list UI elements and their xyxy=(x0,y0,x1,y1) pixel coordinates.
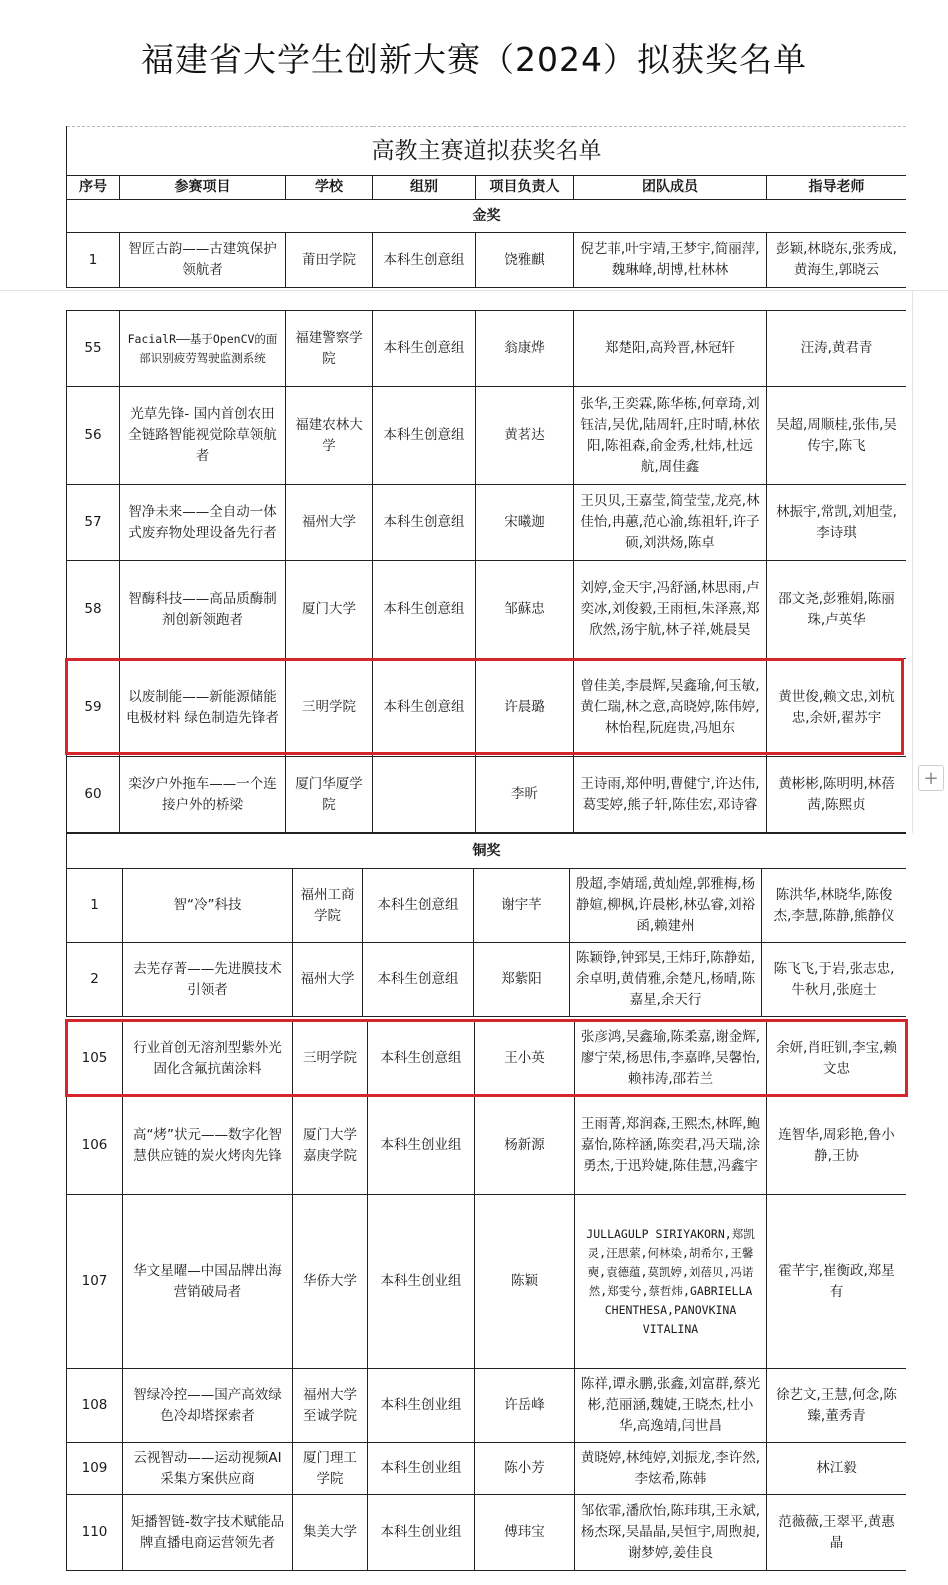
cell-school: 厦门大学 xyxy=(286,561,373,659)
cell-no: 106 xyxy=(67,1097,123,1195)
cell-group: 本科生创意组 xyxy=(363,869,474,943)
cell-project: 高“烤”状元——数字化智慧供应链的炭火烤肉先锋 xyxy=(123,1097,293,1195)
cell-school: 福建农林大学 xyxy=(286,387,373,485)
cell-advisors: 陈飞飞,于岩,张志忠,牛秋月,张庭士 xyxy=(762,943,907,1017)
cell-group: 本科生创意组 xyxy=(373,485,476,561)
cell-members: 陈祥,谭永鹏,张鑫,刘富群,蔡光彬,范丽涵,魏婕,王晓杰,杜小华,高逸靖,闫世昌 xyxy=(575,1369,767,1443)
cell-leader: 傅玮宝 xyxy=(475,1495,575,1571)
cell-advisors: 汪涛,黄君青 xyxy=(767,311,907,387)
cell-project: 云视智动——运动视频AI采集方案供应商 xyxy=(123,1443,293,1495)
table-row xyxy=(67,485,907,561)
cell-no: 2 xyxy=(67,943,123,1017)
cell-school: 集美大学 xyxy=(293,1495,368,1571)
table-row xyxy=(67,1369,907,1443)
table-panel-bronze-rows xyxy=(66,1020,906,1585)
cell-no: 110 xyxy=(67,1495,123,1571)
cell-no: 105 xyxy=(67,1021,123,1097)
cell-members: 张华,王奕霖,陈华栋,何章琦,刘钰洁,吴优,陆周轩,庄时晴,林依阳,陈祖森,俞金秀,杜炜,杜远航,周佳鑫 xyxy=(574,387,767,485)
cell-project: 华文星曜—中国品牌出海营销破局者 xyxy=(123,1195,293,1369)
section-bronze: 铜奖 xyxy=(67,834,907,869)
table-row xyxy=(67,1021,907,1097)
cell-advisors: 邵文尧,彭雅娟,陈丽珠,卢英华 xyxy=(767,561,907,659)
cell-project: FacialR——基于OpenCV的面部识别疲劳驾驶监测系统 xyxy=(120,311,286,387)
table-row xyxy=(67,1443,907,1495)
cell-project: 智绿冷控——国产高效绿色冷却塔探索者 xyxy=(123,1369,293,1443)
cell-leader: 邹蘇忠 xyxy=(476,561,574,659)
cell-no: 58 xyxy=(67,561,120,659)
cell-no: 57 xyxy=(67,485,120,561)
cell-members: 殷超,李婧瑶,黄灿煌,郭雅梅,杨静媗,柳枫,许晨彬,林弘睿,刘裕函,赖建州 xyxy=(570,869,762,943)
cell-no: 56 xyxy=(67,387,120,485)
cell-members: 王诗雨,郑仲明,曹健宁,许达伟,葛雯婷,熊子轩,陈佳宏,邓诗睿 xyxy=(574,757,767,833)
cell-school: 福州大学至诚学院 xyxy=(293,1369,368,1443)
cell-project: 光草先锋- 国内首创农田全链路智能视觉除草领航者 xyxy=(120,387,286,485)
cell-advisors: 黄世俊,赖文忠,刘杭忠,余妍,翟苏宇 xyxy=(767,659,907,757)
cell-project: 行业首创无溶剂型紫外光固化含氟抗菌涂料 xyxy=(123,1021,293,1097)
cell-group xyxy=(373,757,476,833)
cell-advisors: 范薇薇,王翠平,黄惠晶 xyxy=(767,1495,907,1571)
cell-members: 王雨菁,郑润森,王熙杰,林晖,鲍嘉怡,陈梓涵,陈奕君,冯天瑞,涂勇杰,于迅羚婕,陈佳慧,冯鑫宇 xyxy=(575,1097,767,1195)
cell-members: 郑楚阳,高羚晋,林冠轩 xyxy=(574,311,767,387)
award-table xyxy=(66,310,906,833)
cell-project: 智酶科技——高品质酶制剂创新领跑者 xyxy=(120,561,286,659)
cell-members: JULLAGULP SIRIYAKORN,郑凯灵,汪思萦,何林染,胡希尔,王馨奭,袁德蕴,莫凯婷,刘蓓贝,冯诺然,郑雯兮,蔡哲炜,GABRIELLA CHENTHESA,PANOVKINA VITALINA xyxy=(575,1195,767,1369)
cell-project: 去芜存菁——先进膜技术引领者 xyxy=(123,943,293,1017)
cell-school: 三明学院 xyxy=(293,1021,368,1097)
table-row xyxy=(67,561,907,659)
cell-school: 厦门华厦学院 xyxy=(286,757,373,833)
cell-no: 1 xyxy=(67,233,120,288)
cell-leader: 饶雅麒 xyxy=(476,233,574,288)
cell-school: 三明学院 xyxy=(286,659,373,757)
cell-advisors: 吴超,周顺桂,张伟,吴传宇,陈飞 xyxy=(767,387,907,485)
cell-members: 曾佳美,李晨辉,吴鑫瑜,何玉敏,黄仁瑞,林之意,高晓婷,陈伟婷,林怡程,阮庭贵,冯旭东 xyxy=(574,659,767,757)
table-panel-bronze-top xyxy=(66,833,906,1020)
cell-no: 59 xyxy=(67,659,120,757)
cell-advisors: 彭颖,林晓东,张秀成,黄海生,郭晓云 xyxy=(767,233,907,288)
cell-school: 厦门大学嘉庚学院 xyxy=(293,1097,368,1195)
header-leader: 项目负责人 xyxy=(476,176,574,200)
cell-members: 张彦鸿,吴鑫瑜,陈柔嘉,谢金辉,廖宁荣,杨思伟,李嘉晔,吴馨怡,赖祎涛,邵若兰 xyxy=(575,1021,767,1097)
cell-group: 本科生创业组 xyxy=(368,1097,475,1195)
cell-leader: 谢宇芊 xyxy=(474,869,570,943)
cell-school: 华侨大学 xyxy=(293,1195,368,1369)
cell-advisors: 连智华,周彩艳,鲁小静,王协 xyxy=(767,1097,907,1195)
cell-group: 本科生创意组 xyxy=(368,1021,475,1097)
cell-school: 莆田学院 xyxy=(286,233,373,288)
cell-leader: 杨新源 xyxy=(475,1097,575,1195)
header-members: 团队成员 xyxy=(574,176,767,200)
plus-icon[interactable]: + xyxy=(918,765,944,791)
cell-project: 智“冷”科技 xyxy=(123,869,293,943)
cell-leader: 郑紫阳 xyxy=(474,943,570,1017)
cell-no: 1 xyxy=(67,869,123,943)
cell-group: 本科生创意组 xyxy=(373,311,476,387)
table-row xyxy=(67,1195,907,1369)
table-row xyxy=(67,943,907,1017)
cell-leader: 许岳峰 xyxy=(475,1369,575,1443)
cell-leader: 许晨璐 xyxy=(476,659,574,757)
cell-group: 本科生创意组 xyxy=(373,659,476,757)
screenshot-seam xyxy=(0,290,948,291)
table-row xyxy=(67,1097,907,1195)
page-edge-line xyxy=(912,290,913,833)
table-row xyxy=(67,1495,907,1571)
cell-no: 60 xyxy=(67,757,120,833)
cell-advisors: 徐艺文,王慧,何念,陈臻,董秀青 xyxy=(767,1369,907,1443)
cell-members: 刘婷,金天宇,冯舒涵,林思雨,卢奕冰,刘俊毅,王雨桓,朱泽熹,郑欣然,汤宇航,林子祥,姚晨昊 xyxy=(574,561,767,659)
cell-members: 邹依霏,潘欣怡,陈玮琪,王永斌,杨杰琛,吴晶晶,吴恒宇,周煦昶,谢梦婷,姜佳良 xyxy=(575,1495,767,1571)
cell-school: 福建警察学院 xyxy=(286,311,373,387)
cell-project: 以废制能——新能源储能电极材料 绿色制造先锋者 xyxy=(120,659,286,757)
cell-leader: 李昕 xyxy=(476,757,574,833)
cell-project: 栾汐户外拖车——一个连接户外的桥梁 xyxy=(120,757,286,833)
cell-school: 福州大学 xyxy=(286,485,373,561)
cell-group: 本科生创业组 xyxy=(368,1495,475,1571)
cell-group: 本科生创业组 xyxy=(368,1443,475,1495)
cell-group: 本科生创意组 xyxy=(373,233,476,288)
cell-leader: 宋曦迦 xyxy=(476,485,574,561)
cell-school: 福州工商学院 xyxy=(293,869,363,943)
cell-school: 福州大学 xyxy=(293,943,363,1017)
table-panel-gold-top xyxy=(66,126,906,288)
cell-members: 王贝贝,王嘉莹,简莹莹,龙亮,林佳怡,冉蕙,范心渝,练祖轩,许子硕,刘洪炀,陈卓 xyxy=(574,485,767,561)
cell-advisors: 林振宇,常凯,刘旭莹,李诗琪 xyxy=(767,485,907,561)
cell-advisors: 霍芊宇,崔衡政,郑星有 xyxy=(767,1195,907,1369)
cell-members: 黄晓婷,林纯婷,刘振龙,李许然,李炫希,陈韩 xyxy=(575,1443,767,1495)
table-panel-gold-rows xyxy=(66,310,906,833)
cell-leader: 翁康烨 xyxy=(476,311,574,387)
cell-group: 本科生创业组 xyxy=(368,1369,475,1443)
document-title: 福建省大学生创新大赛（2024）拟获奖名单 xyxy=(141,40,807,79)
cell-members: 陈颖铮,钟郅昊,王炜玗,陈静茹,余卓明,黄倩雅,余楚凡,杨晴,陈嘉星,余天行 xyxy=(570,943,762,1017)
award-table xyxy=(66,833,906,1017)
cell-advisors: 余妍,肖旺钏,李宝,赖文忠 xyxy=(767,1021,907,1097)
cell-project: 智匠古韵——古建筑保护领航者 xyxy=(120,233,286,288)
cell-advisors: 黄彬彬,陈明明,林蓓茜,陈熙贞 xyxy=(767,757,907,833)
table-subtitle: 高教主赛道拟获奖名单 xyxy=(67,127,907,176)
header-project: 参赛项目 xyxy=(120,176,286,200)
header-no: 序号 xyxy=(67,176,120,200)
header-group: 组别 xyxy=(373,176,476,200)
cell-no: 107 xyxy=(67,1195,123,1369)
cell-school: 厦门理工学院 xyxy=(293,1443,368,1495)
header-school: 学校 xyxy=(286,176,373,200)
cell-no: 108 xyxy=(67,1369,123,1443)
cell-project: 矩播智链-数字技术赋能品牌直播电商运营领先者 xyxy=(123,1495,293,1571)
cell-leader: 陈小芳 xyxy=(475,1443,575,1495)
cell-leader: 黄茗达 xyxy=(476,387,574,485)
cell-members: 倪艺菲,叶宇靖,王梦宇,简丽萍,魏琳峰,胡博,杜林林 xyxy=(574,233,767,288)
cell-no: 109 xyxy=(67,1443,123,1495)
cell-group: 本科生创意组 xyxy=(373,387,476,485)
cell-advisors: 林江毅 xyxy=(767,1443,907,1495)
award-table xyxy=(66,126,906,288)
cell-project: 智净未来——全自动一体式废弃物处理设备先行者 xyxy=(120,485,286,561)
cell-leader: 陈颖 xyxy=(475,1195,575,1369)
table-row xyxy=(67,387,907,485)
cell-group: 本科生创意组 xyxy=(373,561,476,659)
table-row xyxy=(67,311,907,387)
header-advisors: 指导老师 xyxy=(767,176,907,200)
table-row xyxy=(67,659,907,757)
table-row xyxy=(67,757,907,833)
cell-group: 本科生创业组 xyxy=(368,1195,475,1369)
table-row xyxy=(67,233,907,288)
cell-no: 55 xyxy=(67,311,120,387)
table-row xyxy=(67,869,907,943)
section-gold: 金奖 xyxy=(67,200,907,233)
award-table xyxy=(66,1020,906,1571)
cell-group: 本科生创意组 xyxy=(363,943,474,1017)
cell-advisors: 陈洪华,林晓华,陈俊杰,李慧,陈静,熊静仪 xyxy=(762,869,907,943)
cell-leader: 王小英 xyxy=(475,1021,575,1097)
